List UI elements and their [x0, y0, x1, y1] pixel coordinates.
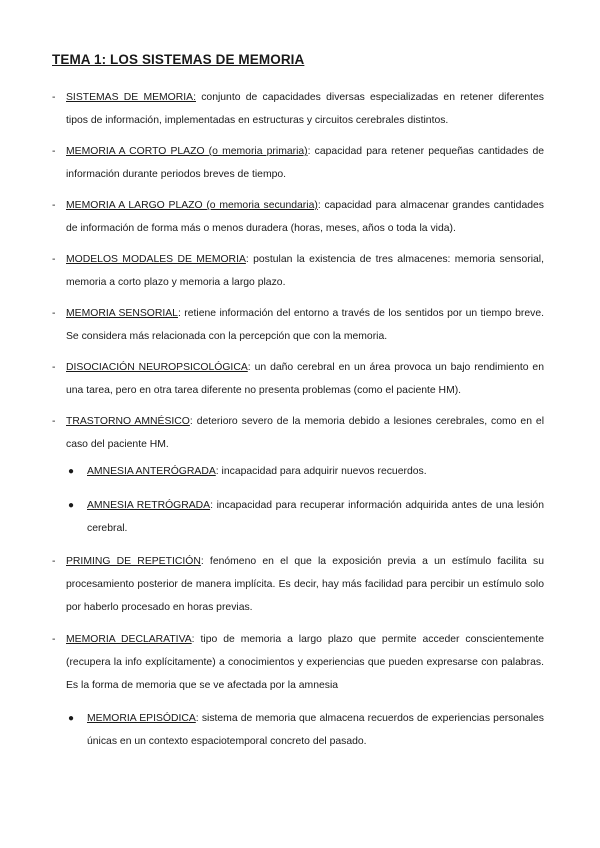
dash-marker: -: [52, 556, 56, 567]
definition: : incapacidad para adquirir nuevos recuerdos.: [215, 466, 427, 477]
dash-marker: -: [52, 146, 56, 157]
definition: : incapacidad para recuperar información adquirida antes de una lesión cerebral.: [87, 500, 544, 534]
term: TRASTORNO AMNÉSICO: [66, 416, 190, 427]
dash-marker: -: [52, 308, 56, 319]
dash-marker: -: [52, 254, 56, 265]
term: MEMORIA A LARGO PLAZO (o memoria secundaria): [66, 200, 318, 211]
term: MEMORIA DECLARATIVA: [66, 634, 192, 645]
dash-marker: -: [52, 92, 56, 103]
definition: : deterioro severo de la memoria debido a lesiones cerebrales, como en el caso del paciente HM.: [66, 416, 545, 450]
page-title: TEMA 1: LOS SISTEMAS DE MEMORIA: [52, 52, 305, 67]
dash-marker: -: [52, 416, 56, 427]
term: SISTEMAS DE MEMORIA:: [66, 92, 196, 103]
list-item-sistemas-de-memoria: [52, 86, 545, 132]
list-item-priming-repeticion: [52, 550, 544, 619]
list-item-memoria-declarativa: [52, 628, 544, 697]
definition: : retiene información del entorno a través de los sentidos por un tiempo breve. Se considera más relacionada con la percepción que con la memoria.: [66, 308, 545, 342]
term: MEMORIA SENSORIAL: [66, 308, 178, 319]
list-item-amnesia-retrograda: [68, 494, 544, 540]
list-item-disociacion-neuropsicologica: [52, 356, 544, 402]
definition: : capacidad para almacenar grandes cantidades de información de forma más o menos duradera (horas, meses, años o toda la vida).: [66, 200, 544, 234]
definition: : sistema de memoria que almacena recuerdos de experiencias personales únicas en un contexto espaciotemporal concreto del pasado.: [87, 713, 544, 747]
definition: : fenómeno en el que la exposición previa a un estímulo facilita su procesamiento posterior de manera implícita. Es decir, hay más facilidad para percibir un estímulo solo por haberlo procesado en horas previas.: [66, 556, 544, 613]
definition: : tipo de memoria a largo plazo que permite acceder conscientemente (recupera la info explícitamente) a conocimientos y experiencias que pueden expresarse con palabras. Es la forma de memoria que se ve afectada por la amnesia: [66, 634, 544, 691]
bullet-marker: ●: [68, 500, 75, 511]
term: MODELOS MODALES DE MEMORIA: [66, 254, 246, 265]
term: MEMORIA A CORTO PLAZO (o memoria primaria): [66, 146, 308, 157]
list-item-memoria-sensorial: [52, 302, 545, 348]
term: DISOCIACIÓN NEUROPSICOLÓGICA: [66, 362, 248, 373]
dash-marker: -: [52, 362, 56, 373]
term: MEMORIA EPISÓDICA: [87, 713, 196, 724]
bullet-marker: ●: [68, 713, 75, 724]
list-item-memoria-corto-plazo: [52, 140, 545, 186]
definition: : capacidad para retener pequeñas cantidades de información durante periodos breves de tiempo.: [66, 146, 545, 180]
definition: conjunto de capacidades diversas especializadas en retener diferentes tipos de información, implementadas en estructuras y circuitos cerebrales distintos.: [66, 92, 545, 126]
bullet-marker: ●: [68, 466, 75, 477]
list-item-modelos-modales: [52, 248, 544, 294]
list-item-memoria-largo-plazo: [52, 194, 544, 240]
definition: : un daño cerebral en un área provoca un bajo rendimiento en una tarea, pero en otra tarea diferente no presenta problemas (como el paciente HM).: [66, 362, 544, 396]
dash-marker: -: [52, 634, 56, 645]
definition: : postulan la existencia de tres almacenes: memoria sensorial, memoria a corto plazo y memoria a largo plazo.: [66, 254, 544, 288]
term: AMNESIA ANTERÓGRADA: [87, 466, 216, 477]
term: PRIMING DE REPETICIÓN: [66, 556, 201, 567]
list-item-amnesia-anterograda: [68, 460, 544, 483]
list-item-trastorno-amnesico: [52, 410, 545, 456]
dash-marker: -: [52, 200, 56, 211]
list-item-memoria-episodica: [68, 707, 544, 753]
term: AMNESIA RETRÓGRADA: [87, 500, 211, 511]
